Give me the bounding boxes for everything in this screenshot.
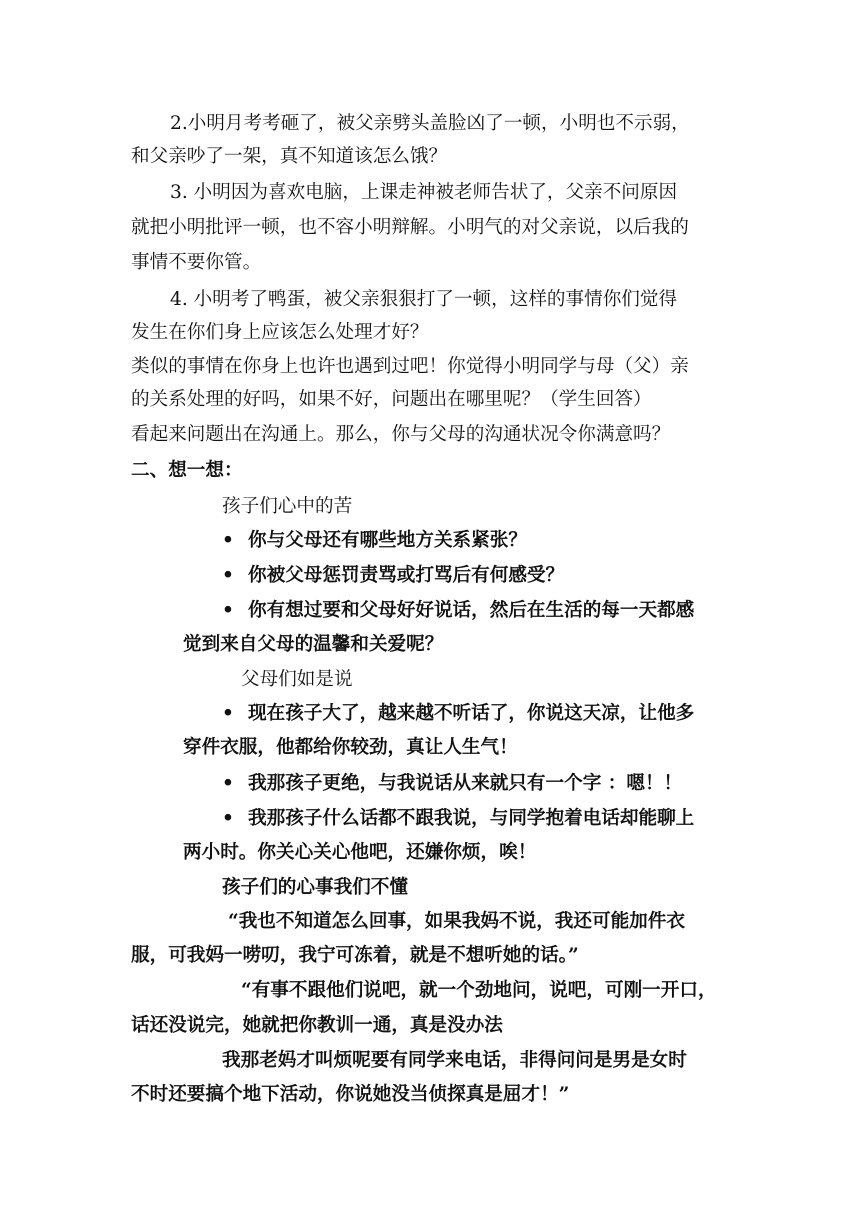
bullet-text: 我那孩子更绝，与我说话从来就只有一个字 ：嗯！！ [248,773,683,794]
paragraph-line: 3. 小明因为喜欢电脑，上课走神被老师告状了，父亲不问原因 [170,182,678,203]
bullet-text-continued: 穿件衣服，他都给你较劲，真让人生气！ [183,737,518,758]
paragraph-line: 4. 小明考了鸭蛋，被父亲狠狠打了一顿，这样的事情你们觉得 [170,289,678,310]
quote-line: 我那老妈才叫烦呢要有同学来电话，非得问问是男是女时 [222,1050,687,1071]
paragraph-line: 事情不要你管。 [131,252,262,273]
bullet-item [222,561,564,591]
bullet-item [222,769,682,799]
bullet-icon: • [222,600,234,621]
bullet-text: 现在孩子大了，越来越不听话了，你说这天凉，让他多 [248,703,695,724]
quote-line: 服，可我妈一唠叨，我宁可冻着，就是不想听她的话。” [131,945,579,966]
bullet-text: 你与父母还有哪些地方关系紧张？ [248,530,527,551]
paragraph-line: 类似的事情在你身上也许也遇到过吧！你觉得小明同学与母（父）亲 [131,356,689,377]
bullet-icon: • [222,565,234,586]
bullet-icon: • [222,530,234,551]
paragraph-line: 发生在你们身上应该怎么处理才好？ [131,322,429,343]
bullet-item [222,699,694,729]
bullet-text: 我那孩子什么话都不跟我说，与同学抱着电话却能聊上 [248,808,695,829]
paragraph-line: 和父亲吵了一架，真不知道该怎么饿？ [131,146,448,167]
bullet-icon: • [222,808,234,829]
bullet-item [222,804,694,834]
bullet-text-continued: 觉到来自父母的温馨和关爱呢？ [183,634,444,655]
paragraph-line: 2.小明月考考砸了，被父亲劈头盖脸凶了一顿，小明也不示弱， [170,113,690,134]
quote-line: “有事不跟他们说吧，就一个劲地问，说吧，可刚一开口， [241,980,717,1001]
bullet-item [222,526,527,556]
subsection-title-parents: 父母们如是说 [241,669,353,690]
quote-line: 不时还要搞个地下活动，你说她没当侦探真是屈才！” [131,1084,570,1105]
subsection-title-children: 孩子们心中的苦 [222,496,353,517]
paragraph-line: 看起来问题出在沟通上。那么，你与父母的沟通状况令你满意吗？ [131,424,671,445]
section-heading: 二、想一想： [131,460,243,481]
quote-line: 话还没说完，她就把你教训一通，真是没办法 [131,1015,503,1036]
bullet-text: 你被父母惩罚责骂或打骂后有何感受？ [248,565,565,586]
bullet-icon: • [222,773,234,794]
subsection-title-secrets: 孩子们的心事我们不懂 [222,877,408,898]
bullet-icon: • [222,703,234,724]
paragraph-line: 的关系处理的好吗，如果不好，问题出在哪里呢？（学生回答） [131,389,652,410]
bullet-item [222,596,694,626]
bullet-text: 你有想过要和父母好好说话，然后在生活的每一天都感 [248,600,695,621]
bullet-text-continued: 两小时。你关心关心他吧，还嫌你烦，唉！ [183,842,537,863]
quote-line: “我也不知道怎么回事，如果我妈不说，我还可能加件衣 [228,911,685,932]
paragraph-line: 就把小明批评一顿，也不容小明辩解。小明气的对父亲说，以后我的 [131,217,689,238]
